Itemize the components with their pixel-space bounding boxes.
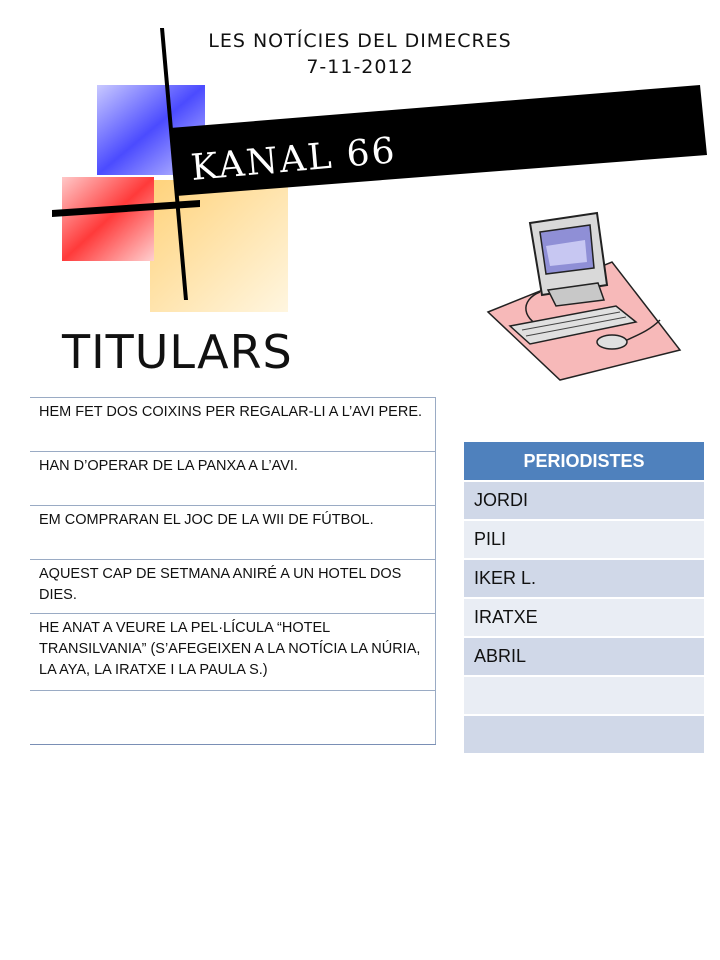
periodistes-table [464,442,704,755]
journalist-name [464,676,704,715]
computer-icon [488,213,680,380]
table-row [464,520,704,559]
journalist-name: PILI [464,520,704,559]
section-title: TITULARS [62,325,293,379]
table-row [464,637,704,676]
news-cell [30,691,436,745]
table-row [30,506,436,560]
table-row [30,614,436,691]
table-row [464,481,704,520]
header-line-2: 7-11-2012 [306,56,414,78]
table-row [30,560,436,614]
table-row [464,598,704,637]
header-line-1: LES NOTÍCIES DEL DIMECRES [208,30,512,52]
periodistes-header: PERIODISTES [464,442,704,481]
journalist-name: ABRIL [464,637,704,676]
table-row [30,398,436,452]
news-cell: HAN D’OPERAR DE LA PANXA A L’AVI. [30,452,436,506]
news-cell: EM COMPRARAN EL JOC DE LA WII DE FÚTBOL. [30,506,436,560]
news-cell: AQUEST CAP DE SETMANA ANIRÉ A UN HOTEL DOS DIES. [30,560,436,614]
table-row [30,452,436,506]
journalist-name [464,715,704,754]
banner-title: KANAL 66 [189,130,399,189]
yellow-square [150,180,288,312]
table-row [30,691,436,745]
news-cell: HE ANAT A VEURE LA PEL·LÍCULA “HOTEL TRANSILVANIA” (S’AFEGEIXEN A LA NOTÍCIA LA NÚRIA, LA AYA, LA IRATXE I LA PAULA S.) [30,614,436,691]
table-row [464,559,704,598]
journalist-name: JORDI [464,481,704,520]
red-square [62,177,154,261]
news-cell: HEM FET DOS COIXINS PER REGALAR-LI A L’AVI PERE. [30,398,436,452]
table-row [464,676,704,715]
journalist-name: IKER L. [464,559,704,598]
table-row [464,715,704,754]
news-table [30,397,436,745]
journalist-name: IRATXE [464,598,704,637]
